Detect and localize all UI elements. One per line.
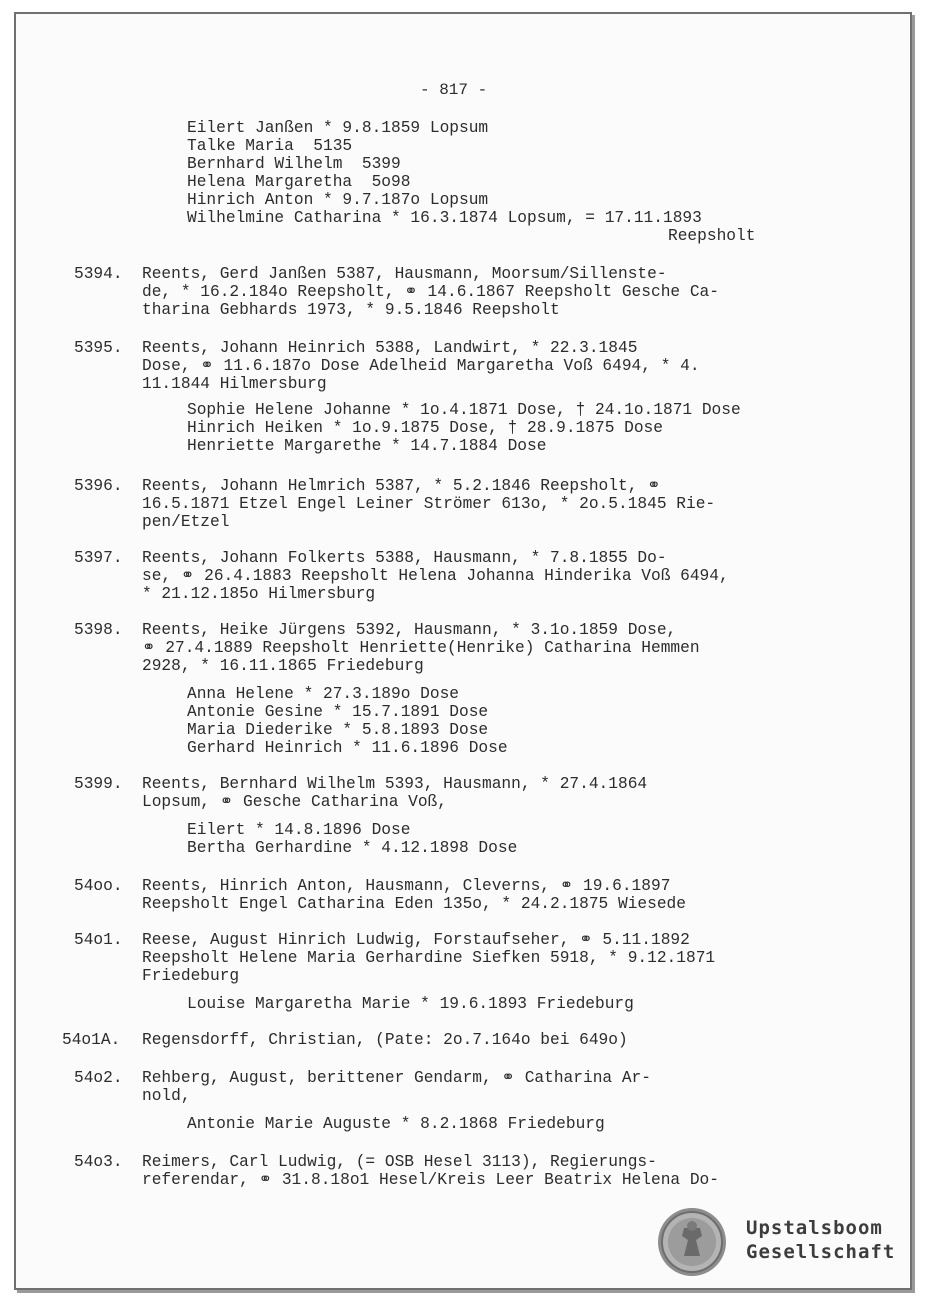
entry-child: Anna Helene * 27.3.189o Dose xyxy=(187,685,459,703)
intro-child: Eilert Janßen * 9.8.1859 Lopsum xyxy=(187,119,489,137)
entry-line: Friedeburg xyxy=(142,967,240,985)
entry-number: 5399. xyxy=(74,775,123,793)
entry-line: Reents, Gerd Janßen 5387, Hausmann, Moorsum/Sillenste- xyxy=(142,265,667,283)
entry-line: se, ⚭ 26.4.1883 Reepsholt Helena Johanna Hinderika Voß 6494, xyxy=(142,567,729,585)
entry-child: Antonie Gesine * 15.7.1891 Dose xyxy=(187,703,489,721)
entry-child: Sophie Helene Johanne * 1o.4.1871 Dose, † 24.1o.1871 Dose xyxy=(187,401,741,419)
entry-child: Hinrich Heiken * 1o.9.1875 Dose, † 28.9.1875 Dose xyxy=(187,419,663,437)
entry-line: Reents, Johann Heinrich 5388, Landwirt, * 22.3.1845 xyxy=(142,339,638,357)
entry-child: Eilert * 14.8.1896 Dose xyxy=(187,821,411,839)
entry-line: Reents, Hinrich Anton, Hausmann, Cleverns, ⚭ 19.6.1897 xyxy=(142,877,671,895)
entry-number: 5395. xyxy=(74,339,123,357)
seal-icon xyxy=(656,1206,728,1278)
entry-child: Henriette Margarethe * 14.7.1884 Dose xyxy=(187,437,547,455)
entry-number: 54o1. xyxy=(74,931,123,949)
entry-line: Reese, August Hinrich Ludwig, Forstaufseher, ⚭ 5.11.1892 xyxy=(142,931,690,949)
entry-number: 5397. xyxy=(74,549,123,567)
intro-child: Helena Margaretha 5o98 xyxy=(187,173,411,191)
entry-child: Louise Margaretha Marie * 19.6.1893 Friedeburg xyxy=(187,995,634,1013)
intro-child: Wilhelmine Catharina * 16.3.1874 Lopsum, = 17.11.1893 xyxy=(187,209,702,227)
entry-line: Reents, Johann Folkerts 5388, Hausmann, * 7.8.1855 Do- xyxy=(142,549,667,567)
entry-line: Reents, Heike Jürgens 5392, Hausmann, * 3.1o.1859 Dose, xyxy=(142,621,677,639)
entry-number: 5398. xyxy=(74,621,123,639)
entry-line: Reimers, Carl Ludwig, (= OSB Hesel 3113), Regierungs- xyxy=(142,1153,657,1171)
entry-line: Reents, Johann Helmrich 5387, * 5.2.1846 Reepsholt, ⚭ xyxy=(142,477,661,495)
entry-line: 11.1844 Hilmersburg xyxy=(142,375,327,393)
entry-line: nold, xyxy=(142,1087,191,1105)
intro-child: Talke Maria 5135 xyxy=(187,137,353,155)
entry-line: 16.5.1871 Etzel Engel Leiner Strömer 613o, * 2o.5.1845 Rie- xyxy=(142,495,716,513)
logo-line-2: Gesellschaft xyxy=(746,1241,896,1263)
intro-child: Bernhard Wilhelm 5399 xyxy=(187,155,401,173)
entry-line: pen/Etzel xyxy=(142,513,230,531)
entry-number: 54oo. xyxy=(74,877,123,895)
entry-number: 54o1A. xyxy=(62,1031,121,1049)
entry-line: Dose, ⚭ 11.6.187o Dose Adelheid Margaretha Voß 6494, * 4. xyxy=(142,357,700,375)
entry-number: 5394. xyxy=(74,265,123,283)
entry-line: referendar, ⚭ 31.8.18o1 Hesel/Kreis Leer Beatrix Helena Do- xyxy=(142,1171,719,1189)
entry-child: Gerhard Heinrich * 11.6.1896 Dose xyxy=(187,739,508,757)
intro-child: Reepsholt xyxy=(668,227,756,245)
entry-child: Maria Diederike * 5.8.1893 Dose xyxy=(187,721,489,739)
entry-child: Antonie Marie Auguste * 8.2.1868 Friedeburg xyxy=(187,1115,605,1133)
entry-number: 5396. xyxy=(74,477,123,495)
entry-line: Reents, Bernhard Wilhelm 5393, Hausmann, * 27.4.1864 xyxy=(142,775,648,793)
entry-line: Lopsum, ⚭ Gesche Catharina Voß, xyxy=(142,793,447,811)
entry-child: Bertha Gerhardine * 4.12.1898 Dose xyxy=(187,839,518,857)
entry-line: 2928, * 16.11.1865 Friedeburg xyxy=(142,657,424,675)
entry-line: Reepsholt Engel Catharina Eden 135o, * 24.2.1875 Wiesede xyxy=(142,895,686,913)
entry-line: Reepsholt Helene Maria Gerhardine Siefken 5918, * 9.12.1871 xyxy=(142,949,716,967)
entry-line: * 21.12.185o Hilmersburg xyxy=(142,585,376,603)
page-number: - 817 - xyxy=(420,81,488,99)
entry-line: Rehberg, August, berittener Gendarm, ⚭ Catharina Ar- xyxy=(142,1069,651,1087)
logo-line-1: Upstalsboom xyxy=(746,1217,883,1239)
entry-number: 54o2. xyxy=(74,1069,123,1087)
entry-line: de, * 16.2.184o Reepsholt, ⚭ 14.6.1867 Reepsholt Gesche Ca- xyxy=(142,283,719,301)
intro-child: Hinrich Anton * 9.7.187o Lopsum xyxy=(187,191,489,209)
entry-line: ⚭ 27.4.1889 Reepsholt Henriette(Henrike) Catharina Hemmen xyxy=(142,639,700,657)
entry-line: tharina Gebhards 1973, * 9.5.1846 Reepsholt xyxy=(142,301,560,319)
entry-number: 54o3. xyxy=(74,1153,123,1171)
upstalsboom-logo xyxy=(656,1206,918,1278)
entry-line: Regensdorff, Christian, (Pate: 2o.7.164o bei 649o) xyxy=(142,1031,628,1049)
